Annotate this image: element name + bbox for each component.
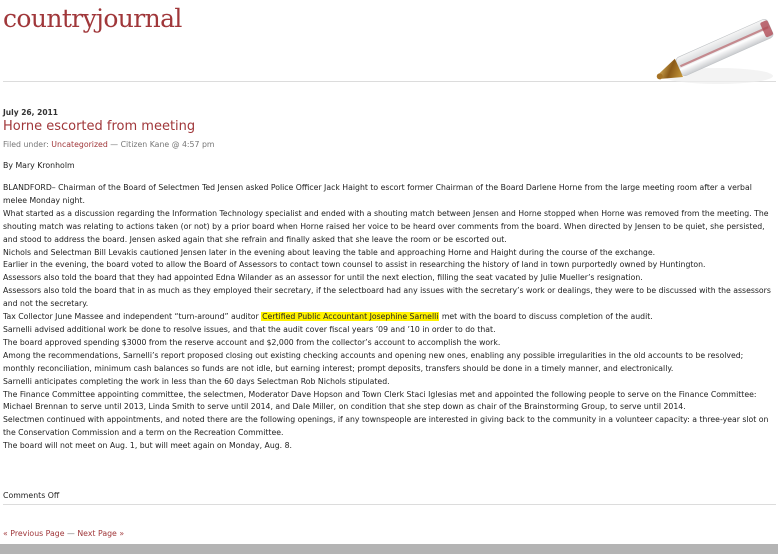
pagination bbox=[3, 529, 124, 538]
category-link[interactable]: Uncategorized bbox=[51, 140, 108, 149]
meta-at: @ bbox=[171, 140, 180, 149]
highlighted-text: Certified Public Accountant Josephine Sarnelli bbox=[262, 312, 439, 322]
byline: By Mary Kronholm bbox=[3, 161, 75, 170]
post-author: Citizen Kane bbox=[120, 140, 170, 149]
article-paragraph: Assessors also told the board that they had appointed Edna Wilander as an assessor for until the next election, filling the seat vacated by Julie Mueller’s resignation. bbox=[3, 273, 643, 283]
article-paragraph: Earlier in the evening, the board voted to allow the Board of Assessors to contact town counsel to assist in researching the history of land in town purportedly owned by Huntington. bbox=[3, 260, 706, 270]
article-paragraph: The board will not meet on Aug. 1, but will meet again on Monday, Aug. 8. bbox=[3, 441, 292, 451]
article-paragraph: Selectmen continued with appointments, and noted there are the following openings, if any townspeople are interested in giving back to the community in a volunteer capacity: a three-year slot on the Conservation Commission and a term on the Recreation Committee. bbox=[3, 415, 769, 438]
article-body bbox=[3, 182, 775, 453]
post-meta bbox=[3, 139, 215, 151]
article-paragraph: What started as a discussion regarding the Information Technology specialist and ended with a shouting match between Jensen and Horne stopped when Horne was removed from the meeting. The shouting match was relating to actions taken (or not) by a prior board when Horne raised her voice to be heard over comments from the board. When directed by Jensen to be quiet, she persisted, and stood to address the board. Jensen asked again that she refrain and finally asked that she leave the room or be escorted out. bbox=[3, 208, 769, 244]
text-before-highlight: Tax Collector June Massee and independent “turn-around” auditor bbox=[3, 312, 262, 322]
site-title-link[interactable]: countryjournal bbox=[3, 4, 182, 33]
comments-divider bbox=[3, 504, 776, 505]
meta-separator: — bbox=[110, 140, 119, 149]
article-paragraph: Nichols and Selectman Bill Levakis cautioned Jensen later in the evening about leaving the table and approaching Horne and Haight during the course of the exchange. bbox=[3, 247, 656, 257]
footer-bar bbox=[0, 544, 778, 554]
post-time: 4:57 pm bbox=[181, 140, 215, 149]
filed-under-label: Filed under: bbox=[3, 140, 49, 149]
post-date: July 26, 2011 bbox=[3, 108, 58, 117]
next-page-link[interactable]: Next Page » bbox=[77, 529, 125, 538]
post-title-link[interactable]: Horne escorted from meeting bbox=[3, 119, 196, 134]
pen-header-image bbox=[640, 4, 778, 92]
article-paragraph: BLANDFORD– Chairman of the Board of Selectmen Ted Jensen asked Police Officer Jack Haight to escort former Chairman of the Board Darlene Horne from the large meeting room after a verbal melee Monday night. bbox=[3, 183, 752, 205]
text-after-highlight: met with the board to discuss completion of the audit. bbox=[439, 312, 653, 322]
comments-status: Comments Off bbox=[3, 491, 60, 500]
article-paragraph: Sarnelli advised additional work be done to resolve issues, and that the audit cover fiscal years ’09 and ’10 in order to do that. bbox=[3, 324, 496, 334]
article-paragraph: The Finance Committee appointing committee, the selectmen, Moderator Dave Hopson and Town Clerk Staci Iglesias met and appointed the following people to serve on the Finance Committee: Michael Brennan to serve until 2013, Linda Smith to serve until 2014, and Dale Miller, on condition that she step down as chair of the Brainstorming Group, to serve until 2014. bbox=[3, 389, 757, 412]
article-paragraph: Among the recommendations, Sarnelli’s report proposed closing out existing checking accounts and opening new ones, enabling any possible irregularities in the old accounts to be resolved; monthly reconciliation, minimum cash balances so funds are not idle, but earning interest; prompt deposits, transfers should be done in a timely manner, and electronically. bbox=[3, 350, 744, 373]
previous-page-link[interactable]: « Previous Page bbox=[3, 529, 65, 538]
article-paragraph: Assessors also told the board that in as much as they employed their secretary, if the selectboard had any issues with the secretary’s work or dealings, they were to be discussed with the assessors and not the secretary. bbox=[3, 286, 771, 309]
article-paragraph: The board approved spending $3000 from the reserve account and $2,000 from the collector’s account to accomplish the work. bbox=[3, 337, 501, 347]
article-paragraph-highlighted bbox=[3, 311, 775, 324]
article-paragraph: Sarnelli anticipates completing the work in less than the 60 days Selectman Rob Nichols stipulated. bbox=[3, 376, 390, 386]
pagination-separator: — bbox=[67, 529, 75, 538]
